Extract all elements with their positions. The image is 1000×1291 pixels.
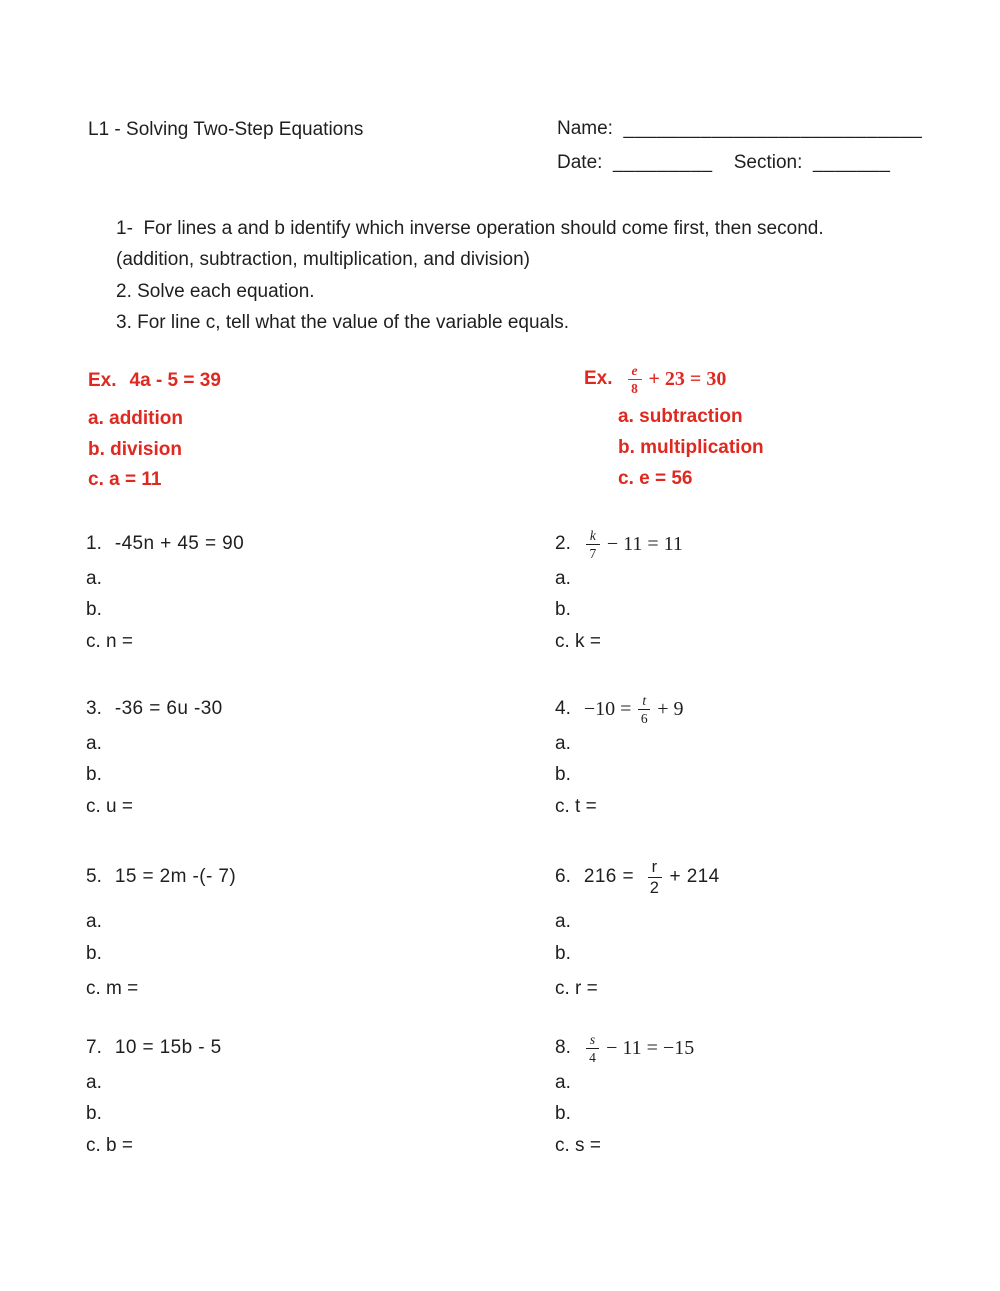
problem-2-equation-row [555, 524, 985, 564]
name-row [557, 118, 922, 140]
problem-7 [86, 1028, 516, 1156]
answer-line-b: b. [86, 1103, 102, 1124]
example-answer-a: a. addition [88, 408, 183, 429]
problem-equation: − 11 = −15 [606, 1036, 695, 1059]
problem-equation: -45n + 45 = 90 [114, 533, 245, 554]
date-blank-line: _________ [612, 152, 713, 173]
answer-line-a: a. [555, 1072, 571, 1093]
example-answer-c: c. e = 56 [618, 468, 693, 489]
section-label: Section: [733, 152, 803, 173]
problem-1 [86, 524, 516, 652]
example-answer-b: b. multiplication [618, 437, 764, 458]
fraction-numerator: t [638, 693, 650, 711]
example-left-equation-row [88, 369, 221, 393]
problem-equation-pre: 216 = [583, 866, 640, 887]
answer-line-b: b. [555, 599, 571, 620]
answer-line-b: b. [86, 764, 102, 785]
answer-line-c: c. u = [86, 796, 133, 817]
fraction-numerator: s [586, 1032, 599, 1050]
date-label: Date: [557, 152, 603, 173]
fraction-denominator: 8 [631, 381, 638, 396]
fraction [628, 363, 642, 396]
fraction-numerator: r [648, 858, 662, 879]
fraction-denominator: 6 [640, 711, 648, 726]
answer-line-b: b. [86, 599, 102, 620]
instruction-line-2: (addition, subtraction, multiplication, and division) [116, 249, 530, 271]
section-blank-line: _______ [812, 152, 891, 173]
problem-number: 5. [86, 866, 102, 887]
example-label: Ex. [88, 370, 117, 391]
fraction-numerator: k [586, 528, 600, 546]
answer-line-c: c. k = [555, 631, 601, 652]
fraction [586, 1032, 599, 1065]
answer-line-c: c. r = [555, 978, 598, 999]
problem-equation-post: + 9 [657, 697, 684, 720]
instruction-line-1: 1- For lines a and b identify which inverse operation should come first, then second. [116, 218, 824, 239]
answer-line-c: c. m = [86, 978, 139, 999]
answer-line-c: c. t = [555, 796, 597, 817]
fraction [648, 858, 662, 897]
problem-3 [86, 689, 516, 817]
name-blank-line: ___________________________ [623, 118, 923, 139]
problem-number: 1. [86, 533, 102, 554]
problem-6-equation-row [555, 857, 985, 897]
example-answer-a: a. subtraction [618, 406, 743, 427]
fraction [586, 528, 600, 561]
example-equation: + 23 = 30 [648, 367, 727, 390]
problem-8 [555, 1028, 985, 1156]
problem-equation: -36 = 6u -30 [114, 698, 223, 719]
answer-line-c: c. b = [86, 1135, 133, 1156]
date-section-row [557, 152, 890, 174]
instruction-line-3: 2. Solve each equation. [116, 280, 315, 302]
problem-number: 6. [555, 866, 571, 887]
fraction [638, 693, 650, 726]
answer-line-a: a. [555, 733, 571, 754]
problem-5 [86, 857, 516, 999]
answer-line-a: a. [555, 911, 571, 932]
fraction-denominator: 2 [649, 879, 660, 897]
fraction-denominator: 7 [589, 546, 597, 561]
instruction-line-4: 3. For line c, tell what the value of the variable equals. [116, 312, 570, 334]
answer-line-b: b. [86, 943, 102, 964]
problem-6 [555, 857, 985, 999]
problem-equation: − 11 = 11 [606, 532, 683, 555]
problem-7-equation-row [86, 1028, 516, 1068]
example-right-equation-row [584, 358, 726, 400]
answer-line-c: c. s = [555, 1135, 601, 1156]
name-label: Name: [557, 118, 613, 139]
problem-number: 7. [86, 1037, 102, 1058]
problem-1-equation-row [86, 524, 516, 564]
worksheet-title: L1 - Solving Two-Step Equations [88, 119, 364, 140]
problem-equation: 10 = 15b - 5 [114, 1037, 222, 1058]
fraction-denominator: 4 [589, 1050, 596, 1065]
problem-2 [555, 524, 985, 652]
answer-line-b: b. [555, 1103, 571, 1124]
answer-line-a: a. [86, 911, 102, 932]
problem-number: 3. [86, 698, 102, 719]
answer-line-a: a. [555, 568, 571, 589]
answer-line-a: a. [86, 733, 102, 754]
example-equation: 4a - 5 = 39 [129, 370, 221, 391]
answer-line-b: b. [555, 943, 571, 964]
problem-number: 2. [555, 533, 571, 554]
problem-equation-post: + 214 [669, 866, 720, 887]
problem-4 [555, 689, 985, 817]
problem-number: 8. [555, 1037, 571, 1058]
problem-8-equation-row [555, 1028, 985, 1068]
answer-line-a: a. [86, 568, 102, 589]
problem-4-equation-row [555, 689, 985, 729]
instructions [116, 213, 824, 339]
problem-3-equation-row [86, 689, 516, 729]
answer-line-a: a. [86, 1072, 102, 1093]
answer-line-c: c. n = [86, 631, 133, 652]
problem-equation: 15 = 2m -(- 7) [114, 866, 237, 887]
fraction-numerator: e [628, 363, 642, 381]
example-label: Ex. [584, 368, 613, 389]
problem-5-equation-row [86, 857, 516, 897]
example-answer-c: c. a = 11 [88, 469, 162, 490]
problem-number: 4. [555, 698, 571, 719]
problem-equation-pre: −10 = [583, 697, 637, 720]
answer-line-b: b. [555, 764, 571, 785]
example-answer-b: b. division [88, 439, 182, 460]
